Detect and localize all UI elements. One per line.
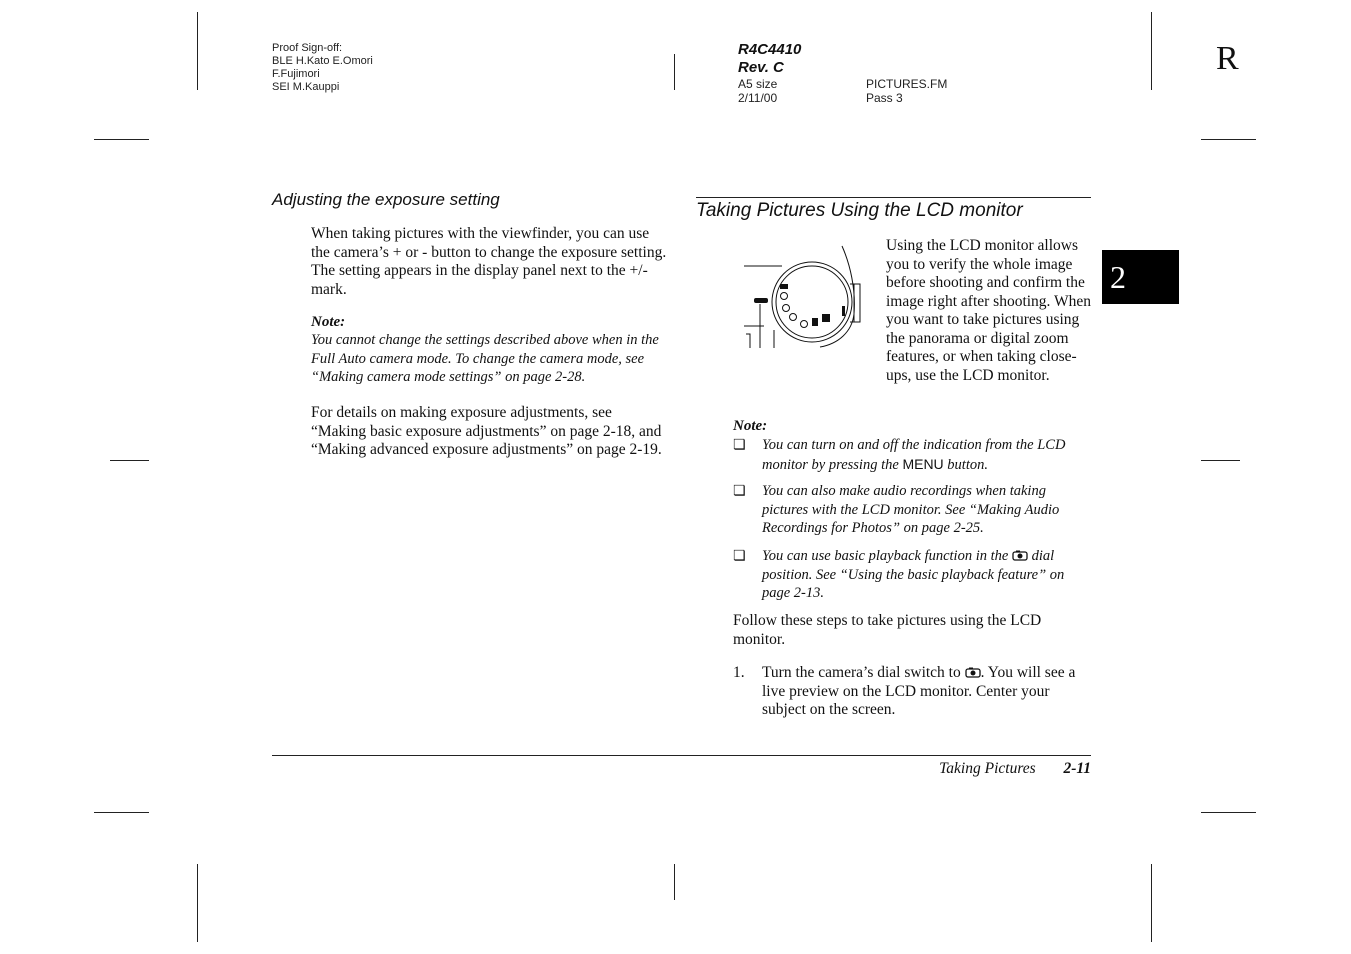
bullet-text xyxy=(762,547,1091,603)
menu-button-label: MENU xyxy=(902,455,944,472)
doc-rev: Rev. C xyxy=(738,59,784,76)
footer-rule xyxy=(272,755,1091,756)
camera-icon xyxy=(1012,550,1028,561)
proof-line: Proof Sign-off: xyxy=(272,42,343,54)
bullet-text: You can also make audio recordings when taking pictures with the LCD monitor. See “Making Audio Recordings for Photos” on page 2-25. xyxy=(762,483,1060,536)
note-label: Note: xyxy=(311,314,346,330)
step-item xyxy=(733,664,1091,724)
bullet-text-part: button. xyxy=(947,456,988,473)
footer-section: Taking Pictures xyxy=(939,760,1036,777)
note-bullet-item xyxy=(733,547,1091,605)
doc-pass: Pass 3 xyxy=(866,91,903,105)
proof-line: F.Fujimori xyxy=(272,68,320,80)
doc-date: 2/11/00 xyxy=(738,91,778,105)
crop-mark xyxy=(1201,139,1256,140)
heading-rule xyxy=(696,197,1091,198)
crop-mark xyxy=(1151,12,1152,90)
proof-line: SEI M.Kauppi xyxy=(272,81,340,93)
camera-dial-illustration xyxy=(738,244,868,350)
proof-line: BLE H.Kato E.Omori xyxy=(272,55,373,67)
page-number: 2-11 xyxy=(1063,760,1091,777)
crop-mark xyxy=(1201,460,1240,461)
proof-signoff xyxy=(272,42,373,94)
crop-mark xyxy=(110,460,149,461)
exposure-details-paragraph: For details on making exposure adjustments, see “Making basic exposure adjustments” on page 2-18, and “Making advanced exposure adjustments” on page 2-19. xyxy=(311,404,662,458)
exposure-paragraph: When taking pictures with the viewfinder, you can use the camera’s + or - button to change the exposure setting. The setting appears in the display panel next to the +/- mark. xyxy=(311,225,667,298)
doc-code: R4C4410 xyxy=(738,41,802,58)
follow-steps-paragraph: Follow these steps to take pictures using the LCD monitor. xyxy=(733,612,1042,648)
camera-icon xyxy=(965,667,981,678)
note-bullet-item xyxy=(733,482,1091,540)
checkbox-bullet-icon: ❏ xyxy=(733,548,746,564)
footer xyxy=(900,760,1091,778)
crop-mark xyxy=(674,54,675,90)
crop-mark xyxy=(94,812,149,813)
note-text: You cannot change the settings described above when in the Full Auto camera mode. To change the camera mode, see “Making camera mode settings” on page 2-28. xyxy=(311,332,659,385)
registration-letter: R xyxy=(1216,40,1239,77)
chapter-tab: 2 xyxy=(1102,250,1179,304)
step-text-part: . You will see a live preview on the LCD monitor. Center your subject on the screen. xyxy=(762,664,1076,718)
section-heading-exposure: Adjusting the exposure setting xyxy=(272,190,500,209)
crop-mark xyxy=(94,139,149,140)
step-text-part: Turn the camera’s dial switch to xyxy=(762,664,961,681)
step-text xyxy=(762,664,1091,720)
doc-meta xyxy=(738,77,978,105)
bullet-text-part: You can use basic playback function in the xyxy=(762,548,1009,564)
note-label: Note: xyxy=(733,418,768,434)
doc-size: A5 size xyxy=(738,77,778,91)
crop-mark xyxy=(197,12,198,90)
crop-mark xyxy=(674,864,675,900)
checkbox-bullet-icon: ❏ xyxy=(733,483,746,499)
bullet-text-part: dial position. See “Using the basic playback feature” on page 2-13. xyxy=(762,548,1065,601)
bullet-text xyxy=(762,436,1091,474)
bullet-text-part: You can turn on and off the indication from the LCD monitor by pressing the xyxy=(762,437,1066,473)
crop-mark xyxy=(1151,864,1152,942)
section-heading-lcd: Taking Pictures Using the LCD monitor xyxy=(696,200,1023,221)
note-bullet-item xyxy=(733,436,1091,476)
crop-mark xyxy=(197,864,198,942)
doc-file: PICTURES.FM xyxy=(866,77,948,91)
crop-mark xyxy=(1201,812,1256,813)
checkbox-bullet-icon: ❏ xyxy=(733,437,746,453)
step-number: 1. xyxy=(733,664,745,681)
doc-info xyxy=(738,41,978,105)
lcd-intro-paragraph: Using the LCD monitor allows you to verify the whole image before shooting and confirm the image right after shooting. When you want to take pictures using the panorama or digital zoom features, or when taking close-ups, use the LCD monitor. xyxy=(886,237,1092,384)
